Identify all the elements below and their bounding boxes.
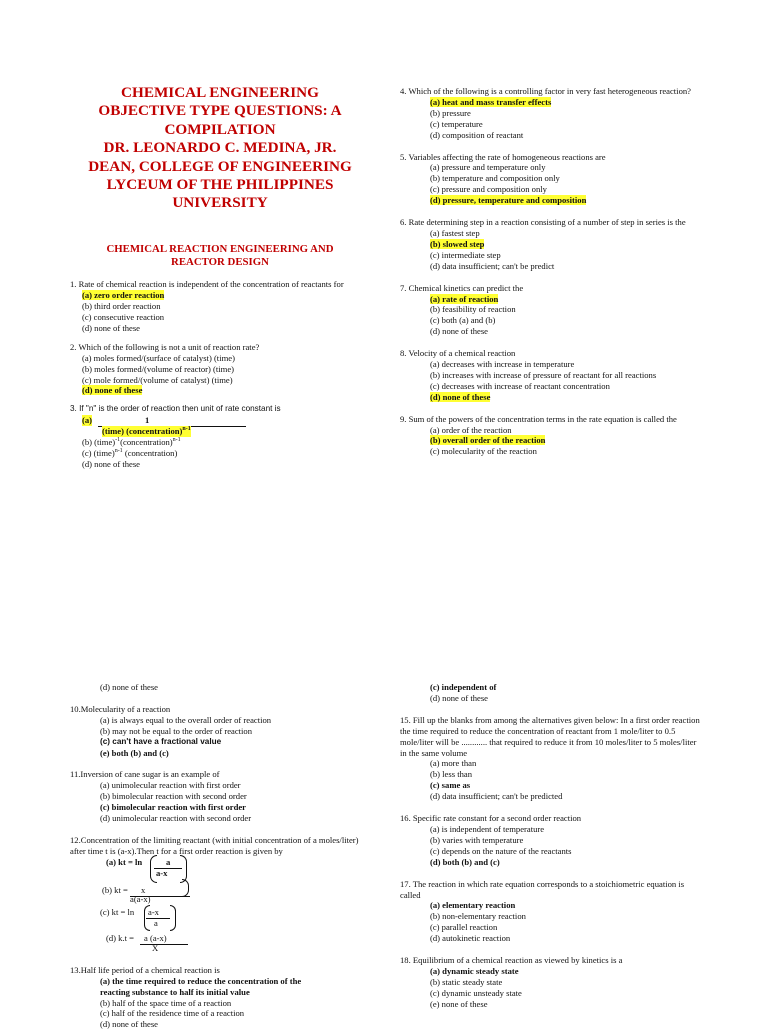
question-16 — [400, 813, 700, 868]
fraction-denominator: a-x — [156, 867, 168, 878]
question-text: 9. Sum of the powers of the concentration terms in the rate equation is called the — [400, 413, 677, 424]
option-a: (a) more than — [430, 758, 477, 769]
question-text: 6. Rate determining step in a reaction consisting of a number of step in series is the — [400, 217, 686, 228]
option-d: (d) data insufficient; can't be predicted — [430, 791, 563, 802]
question-text: 2. Which of the following is not a unit of reaction rate? — [70, 341, 260, 352]
right-column — [400, 86, 698, 457]
title-line: LYCEUM OF THE PHILIPPINES — [106, 176, 334, 194]
option-a: (a) is independent of temperature — [430, 823, 545, 834]
option-d: (d) unimolecular reaction with second order — [100, 813, 252, 824]
answer-highlight: (a) heat and mass transfer effects — [430, 96, 552, 107]
option-a-formula — [70, 857, 370, 885]
option-b: (b) bimolecular reaction with second order — [100, 791, 247, 802]
option-d — [400, 195, 698, 206]
continued-option: (d) none of these — [430, 692, 488, 703]
option-d: (d) both (b) and (c) — [430, 856, 500, 867]
option-a: (a) moles formed/(surface of catalyst) (time) — [82, 352, 235, 363]
option-b: (b) varies with temperature — [430, 834, 524, 845]
exponent: n-1 — [172, 437, 181, 444]
question-1 — [70, 279, 370, 334]
question-11 — [70, 769, 370, 824]
answer-highlight: (b) slowed step — [430, 238, 485, 249]
option-a: (a) pressure and temperature only — [430, 162, 546, 173]
option-d: (d) none of these — [82, 322, 140, 333]
option-c: (c) consecutive reaction — [82, 311, 165, 322]
exponent: -1 — [115, 437, 121, 444]
exponent: n-1 — [114, 448, 123, 455]
answer-highlight: (a) zero order reaction — [82, 290, 165, 301]
fraction-denominator: X — [152, 942, 159, 953]
option-c: (c) pressure and composition only — [430, 184, 547, 195]
option-b: (b) may not be equal to the order of reaction — [100, 725, 253, 736]
option-c: (c) half of the residence time of a reaction — [100, 1008, 245, 1019]
exponent: n-1 — [182, 426, 191, 433]
title-line: CHEMICAL ENGINEERING — [121, 84, 319, 101]
answer-highlight: (d) none of these — [430, 391, 491, 402]
fraction-numerator: a (a-x) — [144, 932, 167, 943]
option-d: (d) none of these — [100, 1019, 158, 1030]
option-b — [70, 437, 370, 448]
option-b: (b) feasibility of reaction — [430, 304, 516, 315]
option-c: (c) intermediate step — [430, 249, 501, 260]
option-b: (b) less than — [430, 769, 473, 780]
question-4 — [400, 86, 698, 141]
option-b — [400, 435, 698, 446]
fraction-bar — [140, 944, 188, 945]
option-a — [400, 294, 698, 305]
option-d — [70, 385, 370, 396]
option-e: (e) none of these — [430, 998, 488, 1009]
option-c: (c) temperature — [430, 118, 483, 129]
option-a: (a) order of the reaction — [430, 424, 512, 435]
option-a: (a) the time required to reduce the concentration of the — [100, 975, 302, 986]
section-heading-line: REACTOR DESIGN — [171, 256, 269, 269]
question-text: 16. Specific rate constant for a second order reaction — [400, 813, 582, 824]
question-text: 3. If "n" is the order of reaction then unit of rate constant is — [70, 404, 281, 414]
question-6 — [400, 217, 698, 272]
option-b — [400, 239, 698, 250]
section-heading — [70, 243, 370, 269]
question-text: 4. Which of the following is a controlling factor in very fast heterogeneous reaction? — [400, 86, 691, 96]
option-b: (b) static steady state — [430, 976, 503, 987]
option-b: (b) pressure — [430, 107, 471, 118]
option-a-label: (a) — [82, 415, 93, 426]
question-text: 18. Equilibrium of a chemical reaction as viewed by kinetics is a — [400, 955, 623, 966]
option-a: (a) unimolecular reaction with first order — [100, 780, 241, 791]
option-a: (a) fastest step — [430, 227, 480, 238]
option-b-text: (concentration) — [120, 437, 173, 448]
option-a: (a) is always equal to the overall order of reaction — [100, 714, 272, 725]
title-line: UNIVERSITY — [172, 194, 268, 212]
option-e: (e) both (b) and (c) — [100, 747, 169, 758]
title-line: COMPILATION — [164, 120, 276, 138]
option-c: (c) bimolecular reaction with first order — [100, 802, 246, 813]
option-d: (d) none of these — [82, 459, 140, 470]
option-a — [70, 290, 370, 301]
fraction-bar — [146, 918, 170, 919]
option-c: (c) depends on the nature of the reactants — [430, 845, 572, 856]
answer-highlight: (d) pressure, temperature and composition — [430, 195, 587, 206]
question-text: 1. Rate of chemical reaction is independent of the concentration of reactants for — [70, 279, 344, 290]
question-12 — [70, 835, 370, 957]
answer-highlight: (a) rate of reaction — [430, 293, 499, 304]
question-text: 12.Concentration of the limiting reactant (with initial concentration of a moles/liter) after time t is (a-x).Then t for a first order reaction is given by — [70, 834, 359, 856]
option-d: (d) none of these — [430, 326, 488, 337]
question-5 — [400, 152, 698, 207]
formula-left: (c) kt = ln — [100, 906, 135, 917]
option-c: (c) parallel reaction — [430, 922, 498, 933]
question-text: 11.Inversion of cane sugar is an example of — [70, 769, 220, 780]
question-17 — [400, 879, 700, 944]
question-2 — [70, 342, 370, 397]
bracket — [182, 879, 189, 897]
option-c: (c) both (a) and (b) — [430, 315, 496, 326]
formula-left: (b) kt = — [102, 884, 128, 895]
page-2 — [0, 512, 768, 1030]
denominator-text: (time) (concentration) — [102, 426, 183, 437]
question-3 — [70, 404, 370, 470]
question-text: 8. Velocity of a chemical reaction — [400, 348, 516, 359]
question-text: 17. The reaction in which rate equation corresponds to a stoichiometric equation is called — [400, 878, 685, 900]
fraction-denominator: a(a-x) — [130, 893, 151, 904]
option-b: (b) third order reaction — [82, 301, 161, 312]
formula-left: (d) k.t = — [106, 932, 134, 943]
title-line: OBJECTIVE TYPE QUESTIONS: A — [98, 102, 342, 120]
option-d — [400, 392, 698, 403]
question-text: 7. Chemical kinetics can predict the — [400, 282, 524, 293]
formula-left: (a) kt = ln — [106, 856, 143, 867]
option-b: (b) non-elementary reaction — [430, 911, 526, 922]
option-d: (d) autokinetic reaction — [430, 933, 511, 944]
question-text: 15. Fill up the blanks from among the alternatives given below: In a first order reaction the time required to reduce the concentration of reactant from 1 mole/liter to 0.5 mole/liter will be ............ that required to reduce it from 10 moles/liter to 5 moles/liter in the same volume — [400, 714, 700, 758]
option-a-continued: reacting substance to half its initial value — [100, 986, 250, 997]
left-column — [70, 84, 370, 470]
title-line: DR. LEONARDO C. MEDINA, JR. — [103, 139, 337, 157]
option-d: (d) composition of reactant — [430, 129, 524, 140]
title-line: DEAN, COLLEGE OF ENGINEERING — [88, 157, 352, 175]
option-c-text: (concentration) — [122, 448, 178, 459]
question-15 — [400, 715, 700, 802]
option-c-formula — [70, 907, 370, 933]
option-a-fraction — [70, 415, 370, 437]
question-text: 10.Molecularity of a reaction — [70, 703, 171, 714]
left-column — [70, 682, 370, 1030]
option-b: (b) half of the space time of a reaction — [100, 997, 232, 1008]
answer-highlight: (d) none of these — [82, 385, 143, 396]
question-7 — [400, 283, 698, 338]
option-a: (a) dynamic steady state — [430, 965, 519, 976]
answer-highlight: (b) overall order of the reaction — [430, 435, 546, 446]
option-c-text: (c) (time) — [82, 448, 115, 459]
fraction-numerator: 1 — [145, 415, 150, 426]
question-18 — [400, 955, 700, 1010]
option-a: (a) elementary reaction — [430, 900, 516, 911]
continued-option: (c) independent of — [430, 682, 497, 692]
option-d-formula — [70, 933, 370, 957]
page-1 — [0, 0, 768, 512]
question-13 — [70, 965, 370, 1030]
option-a — [400, 97, 698, 108]
question-text: 5. Variables affecting the rate of homogeneous reactions are — [400, 151, 606, 162]
fraction-denominator: a — [154, 917, 158, 928]
fraction-denominator — [102, 426, 191, 437]
section-heading-line: CHEMICAL REACTION ENGINEERING AND — [106, 242, 334, 255]
document-title — [70, 84, 370, 213]
option-c: (c) decreases with increase of reactant concentration — [430, 380, 610, 391]
option-c: (c) same as — [430, 780, 471, 791]
bracket — [170, 905, 176, 931]
question-10 — [70, 704, 370, 759]
option-c: (c) mole formed/(volume of catalyst) (time) — [82, 374, 233, 385]
fraction-numerator: x — [141, 884, 146, 895]
option-b: (b) temperature and composition only — [430, 173, 560, 184]
continued-option: (d) none of these — [100, 682, 158, 692]
question-8 — [400, 348, 698, 403]
option-c: (c) can't have a fractional value — [100, 736, 222, 746]
right-column — [400, 682, 700, 1010]
option-c — [70, 448, 370, 459]
option-b: (b) moles formed/(volume of reactor) (time) — [82, 363, 235, 374]
fraction-numerator: a — [166, 856, 171, 867]
option-b-text: (b) (time) — [82, 437, 116, 448]
question-text: 13.Half life period of a chemical reaction is — [70, 964, 220, 975]
option-b: (b) increases with increase of pressure of reactant for all reactions — [430, 369, 657, 380]
fraction-numerator: a-x — [148, 906, 159, 917]
option-c: (c) molecularity of the reaction — [430, 446, 537, 457]
option-b-formula — [70, 885, 370, 907]
option-d: (d) data insufficient; can't be predict — [430, 260, 555, 271]
option-a: (a) decreases with increase in temperature — [430, 359, 575, 370]
option-c: (c) dynamic unsteady state — [430, 987, 522, 998]
question-9 — [400, 414, 698, 458]
